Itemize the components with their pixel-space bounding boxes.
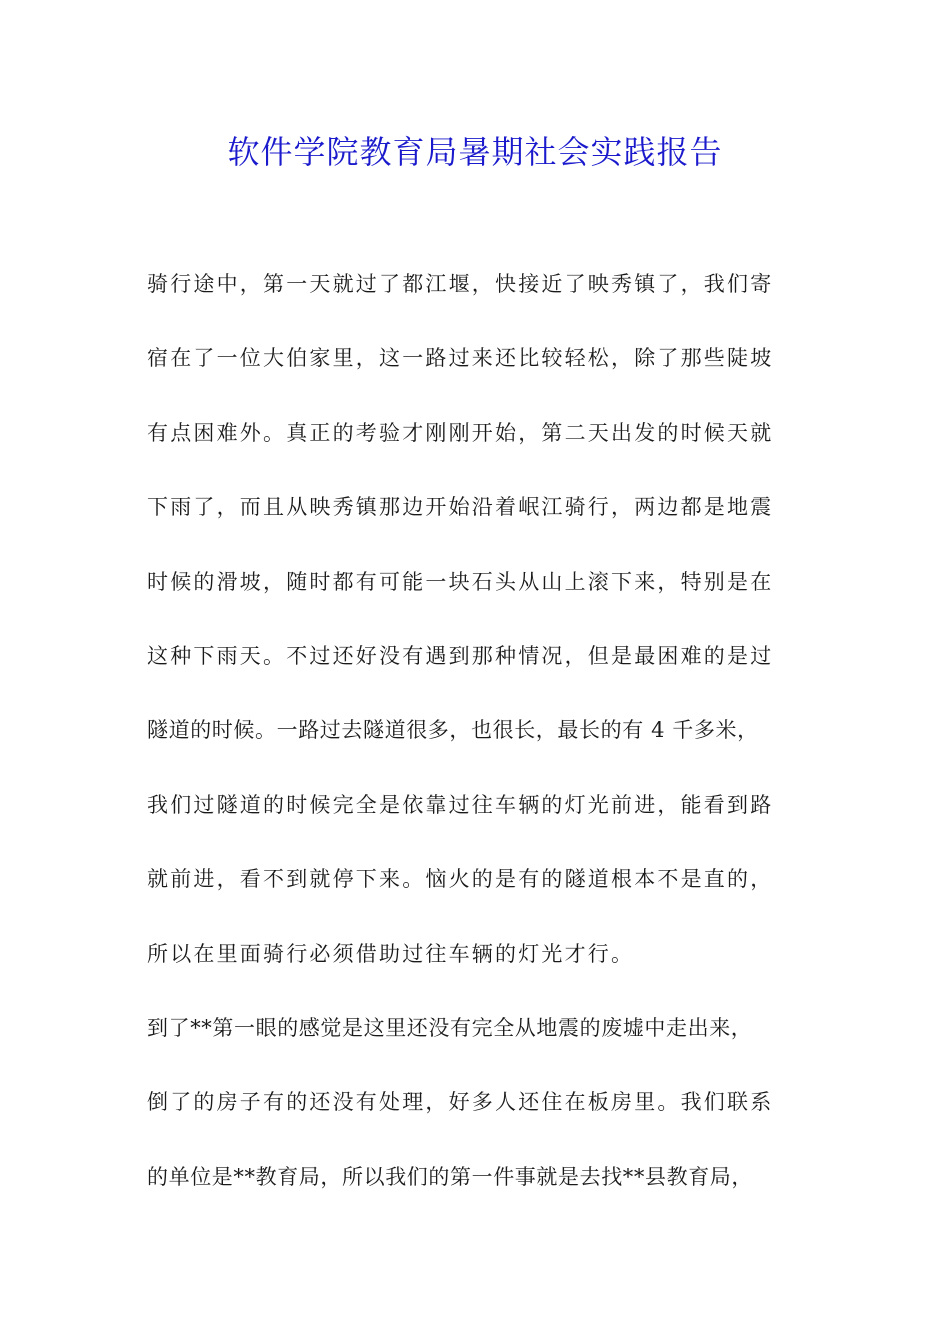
paragraph-line: 我们过隧道的时候完全是依靠过往车辆的灯光前进，能看到路 xyxy=(147,792,774,817)
paragraph-line: 就前进，看不到就停下来。恼火的是有的隧道根本不是直的， xyxy=(147,867,774,892)
paragraph-line: 到了**第一眼的感觉是这里还没有完全从地震的废墟中走出来， xyxy=(147,1015,753,1040)
paragraph-line: 这种下雨天。不过还好没有遇到那种情况，但是最困难的是过 xyxy=(147,643,774,668)
document-title: 软件学院教育局暑期社会实践报告 xyxy=(227,133,723,171)
paragraph-line: 骑行途中，第一天就过了都江堰，快接近了映秀镇了，我们寄 xyxy=(147,272,774,296)
paragraph-line: 倒了的房子有的还没有处理，好多人还住在板房里。我们联系 xyxy=(147,1090,774,1115)
paragraph-line: 有点困难外。真正的考验才刚刚开始，第二天出发的时候天就 xyxy=(147,420,774,445)
document-body xyxy=(147,262,827,1229)
paragraph-line: 所以在里面骑行必须借助过往车辆的灯光才行。 xyxy=(147,941,635,966)
paragraph-line: 隧道的时候。一路过去隧道很多，也很长，最长的有 4 千多米， xyxy=(147,718,759,743)
paragraph-line: 下雨了，而且从映秀镇那边开始沿着岷江骑行，两边都是地震 xyxy=(147,495,774,520)
paragraph-line: 时候的滑坡，随时都有可能一块石头从山上滚下来，特别是在 xyxy=(147,569,774,594)
paragraph-line: 的单位是**教育局，所以我们的第一件事就是去找**县教育局， xyxy=(147,1164,753,1189)
paragraph-line: 宿在了一位大伯家里，这一路过来还比较轻松，除了那些陡坡 xyxy=(147,346,774,371)
